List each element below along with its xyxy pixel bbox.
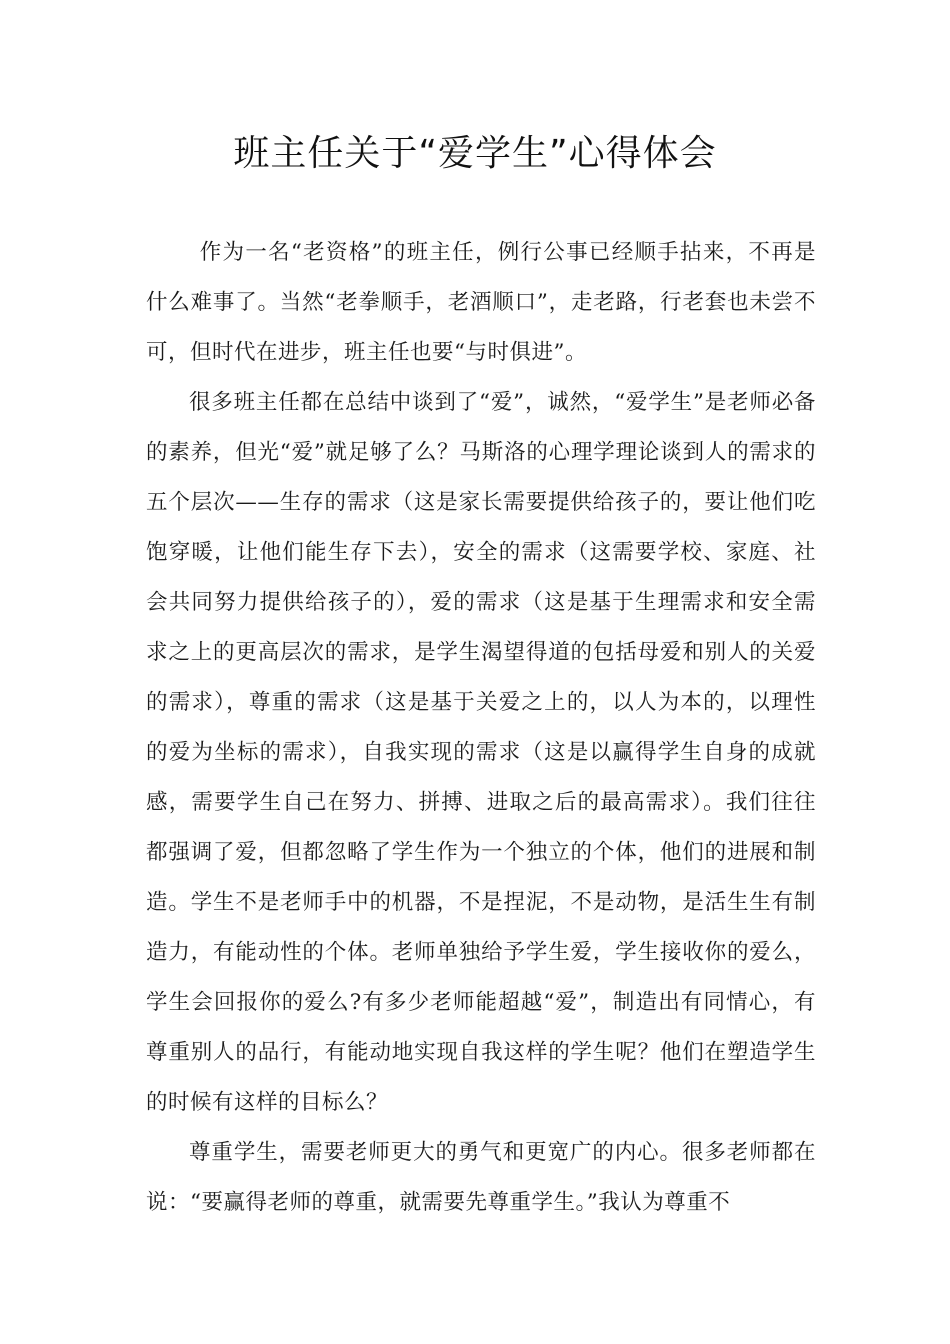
paragraph-1: 作为一名“老资格”的班主任，例行公事已经顺手拈来，不再是什么难事了。当然“老拳顺手，老酒顺口”，走老路，行老套也未尝不可，但时代在进步，班主任也要“与时俱进”。 bbox=[146, 240, 816, 365]
paragraph-2: 很多班主任都在总结中谈到了“爱”，诚然，“爱学生”是老师必备的素养，但光“爱”就足够了么？马斯洛的心理学理论谈到人的需求的五个层次——生存的需求（这是家长需要提供给孩子的，要让他们吃饱穿暖，让他们能生存下去），安全的需求（这需要学校、家庭、社会共同努力提供给孩子的），爱的需求（这是基于生理需求和安全需求之上的更高层次的需求，是学生渴望得道的包括母爱和别人的关爱的需求），尊重的需求（这是基于关爱之上的，以人为本的，以理性的爱为坐标的需求），自我实现的需求（这是以赢得学生自身的成就感，需要学生自己在努力、拼搏、进取之后的最高需求）。我们往往都强调了爱，但都忽略了学生作为一个独立的个体，他们的进展和制造。学生不是老师手中的机器，不是捏泥，不是动物，是活生生有制造力，有能动性的个体。老师单独给予学生爱，学生接收你的爱么，学生会回报你的爱么?有多少老师能超越“爱”，制造出有同情心，有尊重别人的品行，有能动地实现自我这样的学生呢？他们在塑造学生的时候有这样的目标么？ bbox=[146, 390, 816, 1115]
document-body bbox=[146, 228, 816, 1228]
document-title: 班主任关于“爱学生”心得体会 bbox=[233, 133, 717, 174]
paragraph-3: 尊重学生，需要老师更大的勇气和更宽广的内心。很多老师都在说：“要赢得老师的尊重，就需要先尊重学生。”我认为尊重不 bbox=[146, 1140, 816, 1215]
